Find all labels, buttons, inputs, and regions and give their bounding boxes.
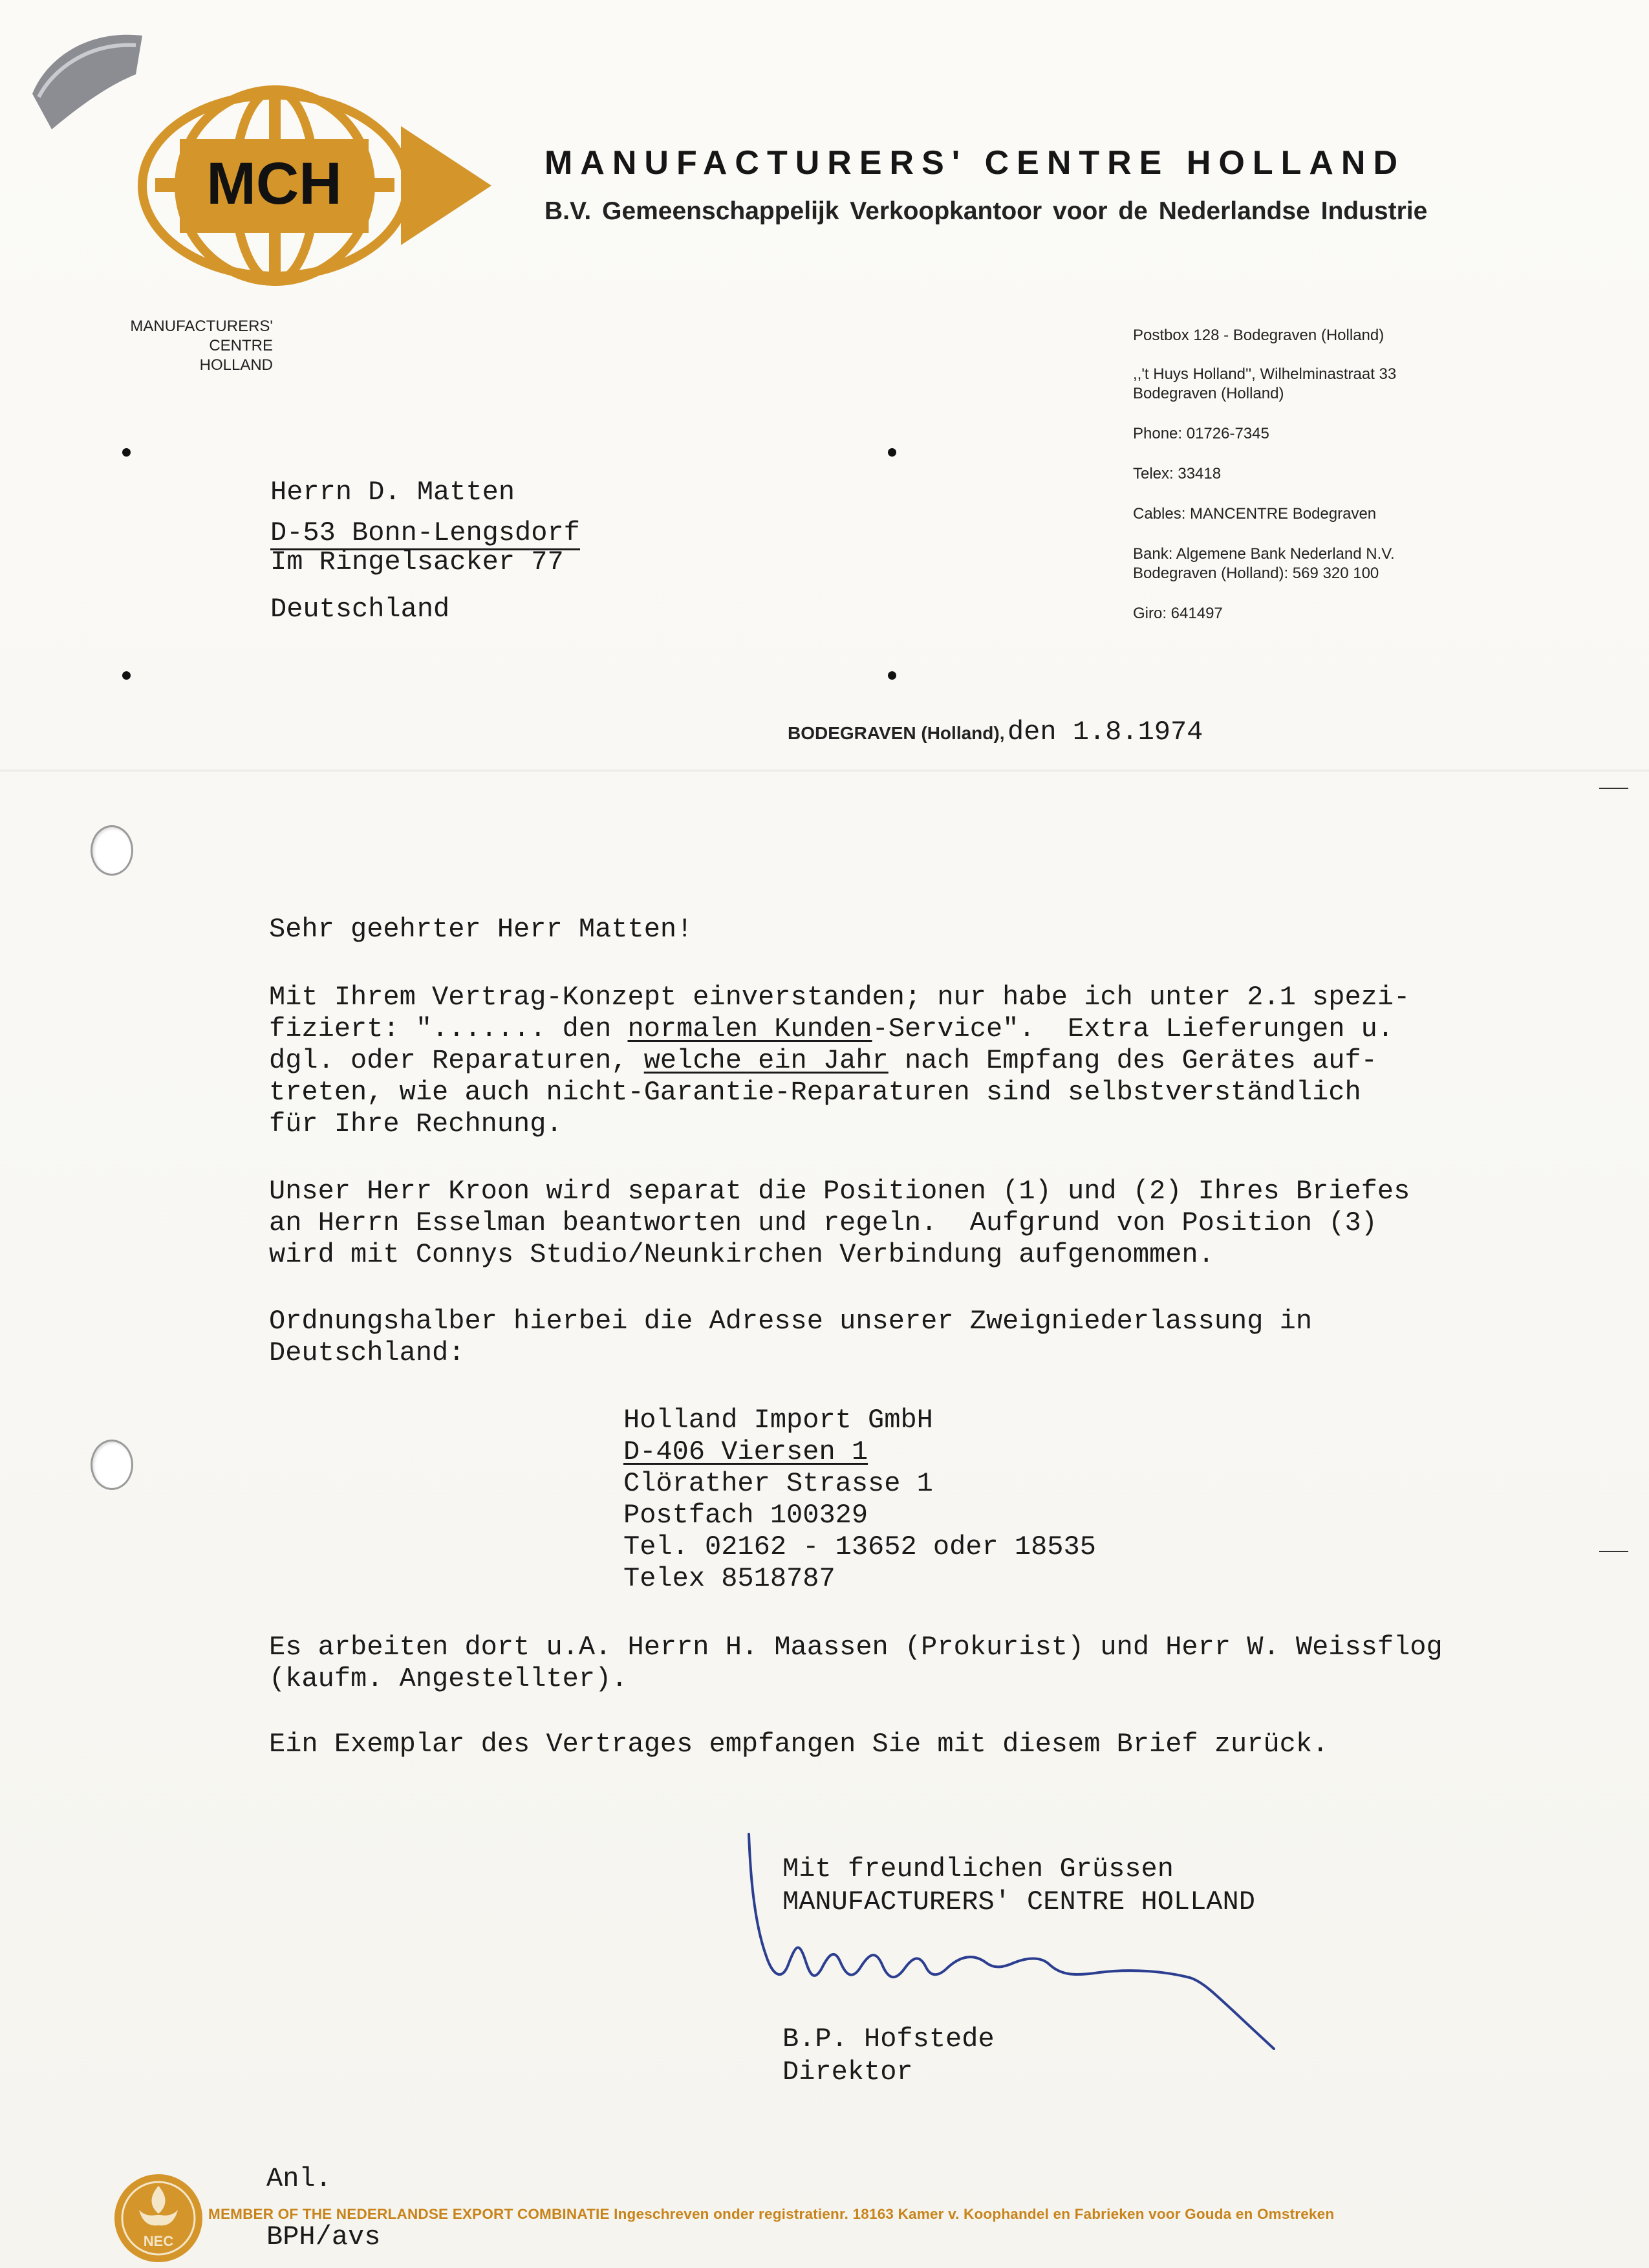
recipient-address bbox=[270, 472, 580, 630]
underlined-text: welche ein Jahr bbox=[643, 1045, 889, 1076]
address-window-mark bbox=[888, 671, 896, 680]
body-line: Es arbeiten dort u.A. Herrn H. Maassen (Prokurist) und Herr W. Weissflog bbox=[269, 1632, 1443, 1663]
paper-fold bbox=[0, 770, 1649, 772]
body-line: Mit Ihrem Vertrag-Konzept einverstanden; nur habe ich unter 2.1 spezi- bbox=[269, 982, 1410, 1013]
branch-line: Postfach 100329 bbox=[623, 1500, 868, 1531]
text-run: dgl. oder Reparaturen, bbox=[269, 1045, 644, 1076]
salutation-text: Sehr geehrter Herr Matten! bbox=[269, 914, 693, 945]
giro: Giro: 641497 bbox=[1133, 605, 1223, 622]
text-run: -Service". Extra Lieferungen u. bbox=[872, 1013, 1394, 1044]
paragraph-3 bbox=[269, 1306, 1312, 1369]
signer-name: B.P. Hofstede bbox=[782, 2024, 995, 2055]
branch-line: Telex 8518787 bbox=[623, 1563, 835, 1594]
paragraph-5 bbox=[269, 1729, 1328, 1760]
telex: Telex: 33418 bbox=[1133, 465, 1222, 482]
bank: Bank: Algemene Bank Nederland N.V. bbox=[1133, 545, 1395, 563]
recipient-country: Deutschland bbox=[270, 594, 450, 625]
branch-line: Holland Import GmbH bbox=[623, 1405, 933, 1436]
body-line bbox=[269, 1013, 1410, 1045]
body-line: an Herrn Esselman beantworten und regeln. Aufgrund von Position (3) bbox=[269, 1207, 1377, 1238]
logo-caption-line: MANUFACTURERS' bbox=[130, 318, 273, 335]
branch-line: Tel. 02162 - 13652 oder 18535 bbox=[623, 1531, 1096, 1562]
body-line: (kaufm. Angestellter). bbox=[269, 1663, 628, 1694]
branch-address bbox=[623, 1405, 1096, 1595]
cables: Cables: MANCENTRE Bodegraven bbox=[1133, 505, 1377, 523]
punch-hole bbox=[91, 825, 133, 876]
branch-line: Clörather Strasse 1 bbox=[623, 1468, 933, 1499]
fold-mark bbox=[1599, 1551, 1628, 1552]
body-line: für Ihre Rechnung. bbox=[269, 1108, 563, 1139]
paragraph-2 bbox=[269, 1176, 1410, 1271]
closing-company: MANUFACTURERS' CENTRE HOLLAND bbox=[782, 1886, 1255, 1917]
company-subtitle: B.V. Gemeenschappelijk Verkoopkantoor voor de Nederlandse Industrie bbox=[544, 197, 1428, 225]
enclosure-note: Anl. bbox=[266, 2163, 332, 2194]
paragraph-4 bbox=[269, 1632, 1443, 1695]
address-window-mark bbox=[122, 671, 131, 680]
body-line: Unser Herr Kroon wird separat die Positionen (1) und (2) Ihres Briefes bbox=[269, 1176, 1410, 1207]
letter-date: den 1.8.1974 bbox=[1007, 717, 1203, 748]
paragraph-1 bbox=[269, 982, 1410, 1140]
signer-title: Direktor bbox=[782, 2057, 913, 2088]
text-run: fiziert: "....... den bbox=[269, 1013, 628, 1044]
signer-block bbox=[782, 2023, 995, 2089]
punch-hole bbox=[91, 1440, 133, 1490]
body-line bbox=[269, 1045, 1410, 1077]
branch-line bbox=[623, 1436, 1096, 1468]
seal-text: NEC bbox=[143, 2233, 174, 2249]
closing-greeting: Mit freundlichen Grüssen bbox=[782, 1853, 1174, 1885]
mch-logo bbox=[129, 74, 498, 297]
recipient-name: Herrn D. Matten bbox=[270, 477, 515, 508]
body-line: Ordnungshalber hierbei die Adresse unserer Zweigniederlassung in bbox=[269, 1306, 1313, 1337]
salutation bbox=[269, 914, 693, 945]
contact-block bbox=[1133, 326, 1396, 623]
place-label: BODEGRAVEN (Holland), bbox=[788, 723, 1005, 743]
foil-stamp bbox=[26, 16, 149, 133]
nec-seal-icon bbox=[110, 2170, 207, 2267]
fold-mark bbox=[1599, 788, 1628, 789]
footer-registration: MEMBER OF THE NEDERLANDSE EXPORT COMBINATIE Ingeschreven onder registratienr. 18163 Kamer v. Koophandel en Fabrieken voor Gouda en Omstreken bbox=[208, 2206, 1335, 2222]
address-window-mark bbox=[888, 448, 896, 457]
body-line: wird mit Connys Studio/Neunkirchen Verbindung aufgenommen. bbox=[269, 1239, 1214, 1270]
reference-initials: BPH/avs bbox=[266, 2221, 381, 2252]
logo-caption-line: CENTRE bbox=[209, 337, 273, 354]
address-window-mark bbox=[122, 448, 131, 457]
city: Bodegraven (Holland) bbox=[1133, 385, 1284, 402]
dateline bbox=[788, 717, 1203, 748]
company-name: MANUFACTURERS' CENTRE HOLLAND bbox=[544, 144, 1405, 182]
logo-caption-line: HOLLAND bbox=[199, 356, 273, 374]
body-line: treten, wie auch nicht-Garantie-Reparaturen sind selbstverständlich bbox=[269, 1077, 1361, 1108]
bank-account: Bodegraven (Holland): 569 320 100 bbox=[1133, 565, 1379, 582]
postbox: Postbox 128 - Bodegraven (Holland) bbox=[1133, 327, 1385, 344]
handwritten-signature bbox=[737, 1830, 1293, 2050]
branch-city: D-406 Viersen 1 bbox=[623, 1436, 868, 1467]
recipient-street: Im Ringelsacker 77 bbox=[270, 546, 564, 578]
street-address: ,,'t Huys Holland'', Wilhelminastraat 33 bbox=[1133, 365, 1397, 383]
recipient-city: D-53 Bonn-Lengsdorf bbox=[270, 517, 580, 550]
body-line: Ein Exemplar des Vertrages empfangen Sie mit diesem Brief zurück. bbox=[269, 1729, 1329, 1760]
body-line: Deutschland: bbox=[269, 1337, 465, 1368]
logo-text: MCH bbox=[206, 151, 342, 217]
text-run: nach Empfang des Gerätes auf- bbox=[888, 1045, 1377, 1076]
underlined-text: normalen Kunden bbox=[627, 1013, 872, 1044]
phone: Phone: 01726-7345 bbox=[1133, 425, 1269, 442]
logo-caption bbox=[65, 317, 273, 375]
